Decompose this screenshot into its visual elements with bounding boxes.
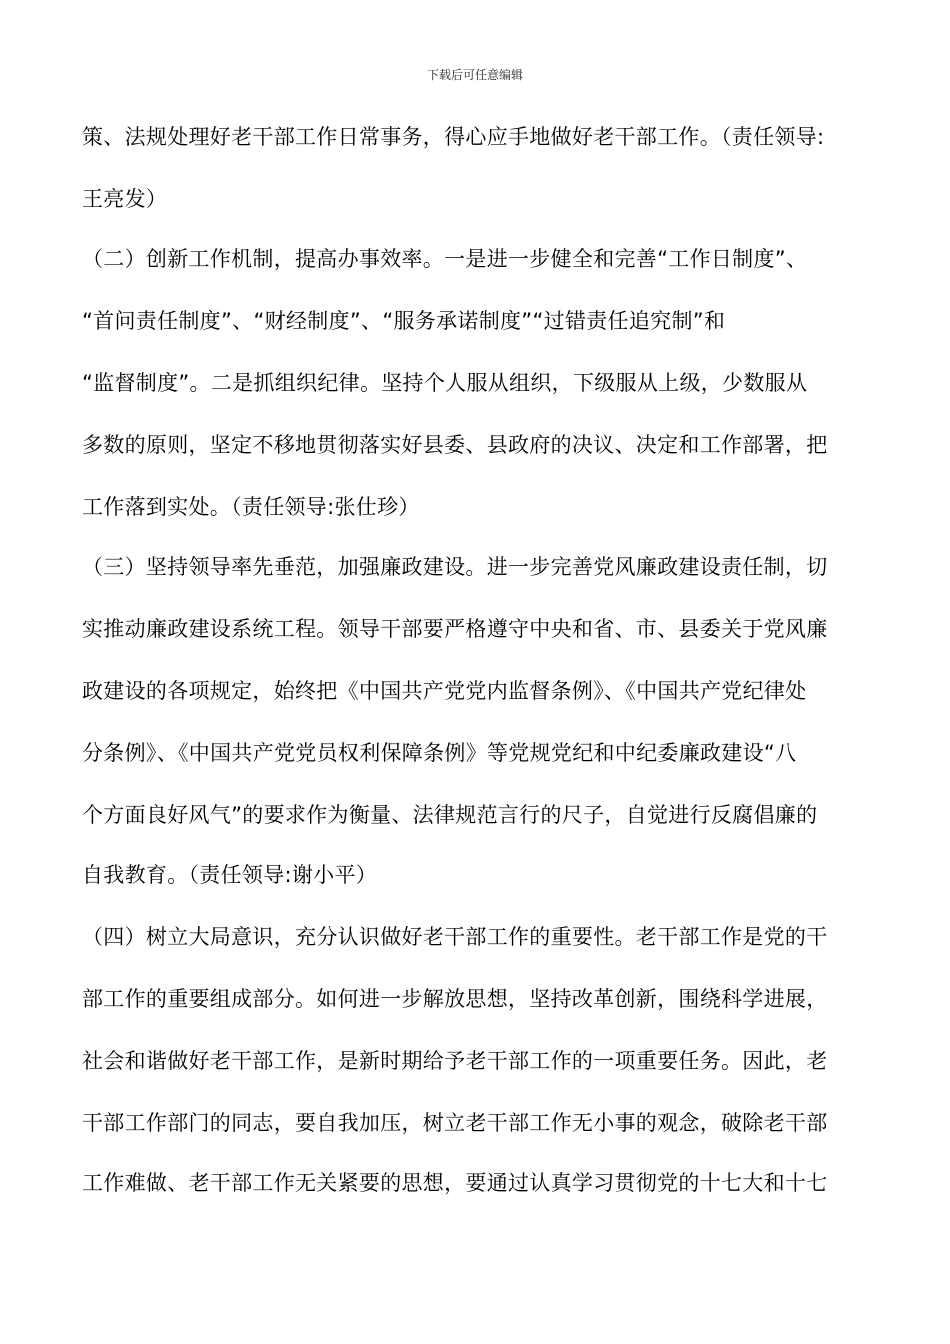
body-line-18: 工作难做、老干部工作无关紧要的思想，要通过认真学习贯彻党的十七大和十七 [82, 1171, 828, 1195]
body-line-2: 王亮发） [82, 187, 168, 211]
body-line-6: 多数的原则，坚定不移地贯彻落实好县委、县政府的决议、决定和工作部署，把 [82, 433, 828, 457]
body-line-8: （三）坚持领导率先垂范，加强廉政建设。进一步完善党风廉政建设责任制，切 [82, 555, 828, 579]
body-line-1: 策、法规处理好老干部工作日常事务，得心应手地做好老干部工作。（责任领导: [82, 125, 825, 149]
body-line-17: 干部工作部门的同志，要自我加压，树立老干部工作无小事的观念，破除老干部 [82, 1111, 828, 1135]
body-line-7: 工作落到实处。（责任领导:张仕珍） [82, 495, 420, 519]
body-line-14: （四）树立大局意识，充分认识做好老干部工作的重要性。老干部工作是党的干 [82, 925, 828, 949]
body-line-12: 个方面良好风气”的要求作为衡量、法律规范言行的尺子，自觉进行反腐倡廉的 [82, 803, 818, 827]
body-line-9: 实推动廉政建设系统工程。领导干部要严格遵守中央和省、市、县委关于党风廉 [82, 617, 828, 641]
body-line-3: （二）创新工作机制，提高办事效率。一是进一步健全和完善“工作日制度”、 [82, 247, 808, 271]
body-line-15: 部工作的重要组成部分。如何进一步解放思想，坚持改革创新，围绕科学进展， [82, 987, 828, 1011]
body-line-16: 社会和谐做好老干部工作，是新时期给予老干部工作的一项重要任务。因此，老 [82, 1049, 828, 1073]
header-note: 下载后可任意编辑 [426, 68, 523, 82]
body-line-5: “监督制度”。二是抓组织纪律。坚持个人服从组织，下级服从上级，少数服从 [82, 371, 808, 395]
body-line-13: 自我教育。（责任领导:谢小平） [82, 863, 378, 887]
body-line-4: “首问责任制度”、“财经制度”、“服务承诺制度”“过错责任追究制”和 [82, 309, 726, 333]
body-line-10: 政建设的各项规定，始终把《中国共产党党内监督条例》、《中国共产党纪律处 [82, 679, 807, 703]
body-line-11: 分条例》、《中国共产党党员权利保障条例》等党规党纪和中纪委廉政建设“八 [82, 741, 797, 765]
